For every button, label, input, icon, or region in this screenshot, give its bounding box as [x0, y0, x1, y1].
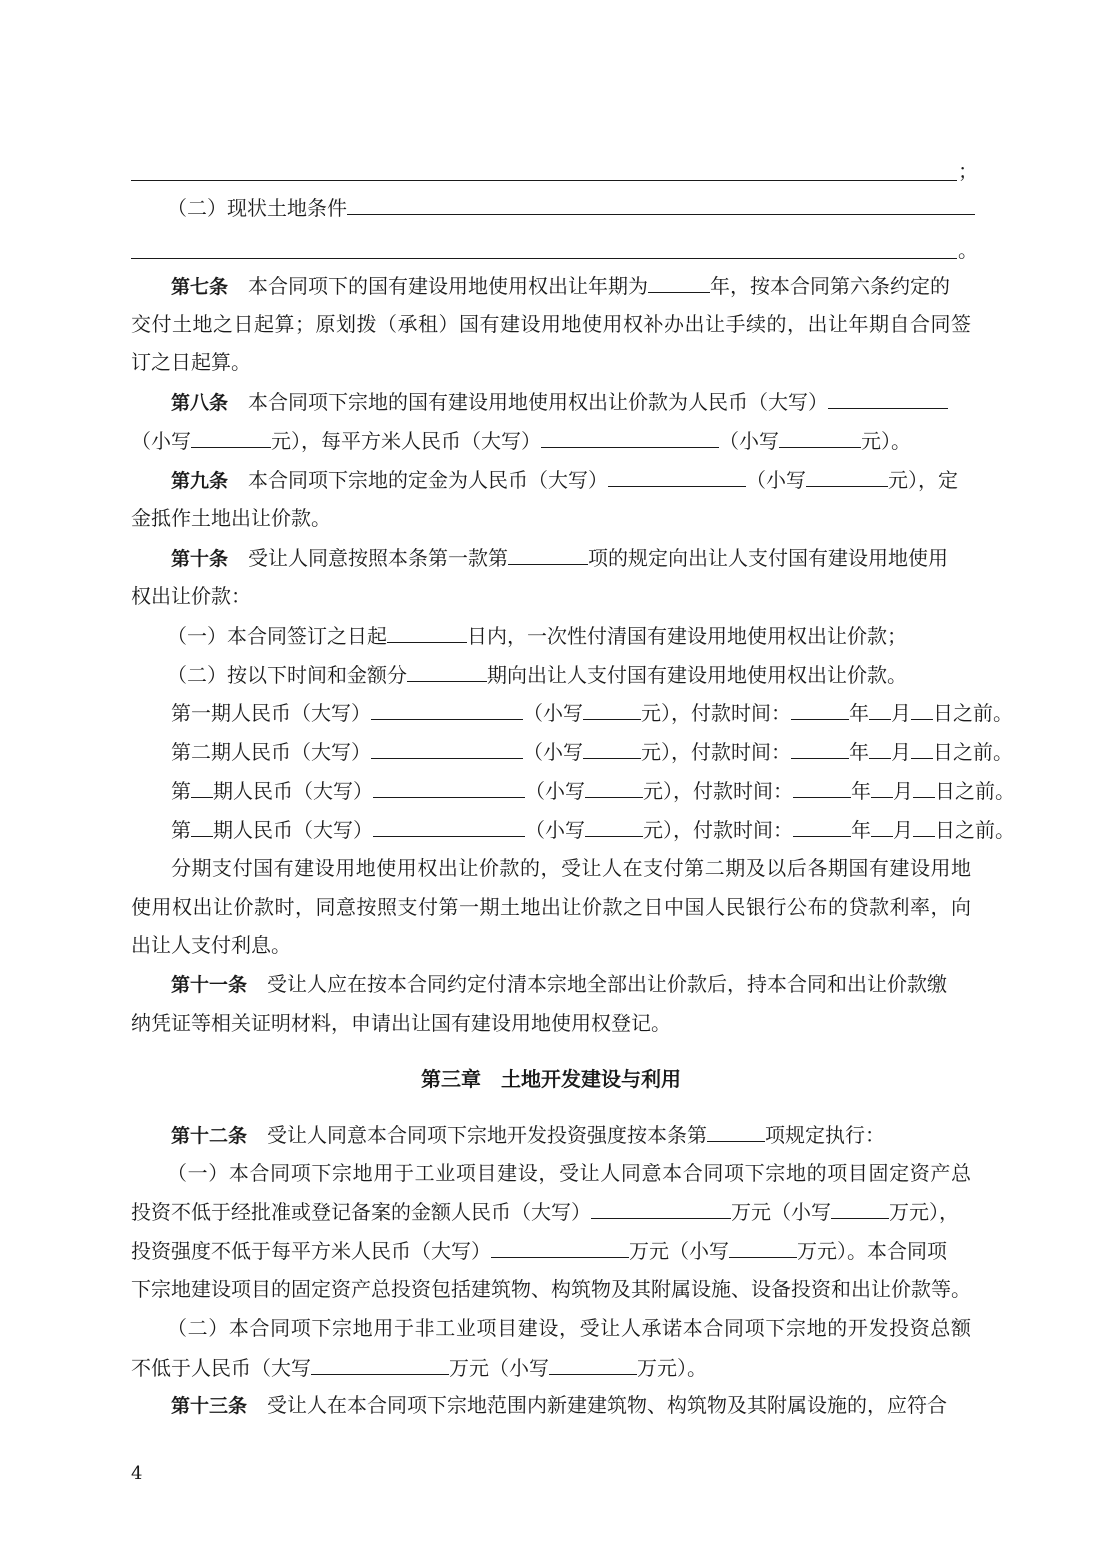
text: （一）本合同签订之日起 — [167, 624, 387, 648]
text: （二）按以下时间和金额分 — [167, 663, 407, 687]
article-8-line-2 — [131, 421, 971, 460]
blank-field — [648, 266, 710, 293]
article-9-line-2: 金抵作土地出让价款。 — [131, 506, 331, 530]
text: 本合同项下宗地的国有建设用地使用权出让价款为人民币（大写） — [248, 390, 829, 414]
text: 期人民币（大写） — [213, 818, 373, 842]
blank-field — [373, 810, 525, 837]
blank-field — [911, 693, 933, 720]
text: 万元）。 — [637, 1356, 707, 1380]
interest-line-1: 分期支付国有建设用地使用权出让价款的，受让人在支付第二期及以后各期国有建设用地 — [171, 856, 971, 880]
blank-field — [869, 693, 891, 720]
blank-field — [407, 655, 487, 682]
article-10-line-1 — [131, 538, 971, 577]
blank-field — [707, 1115, 765, 1142]
text: （小写 — [525, 818, 585, 842]
article-13-line-1 — [131, 1386, 971, 1425]
blank-field — [371, 732, 523, 759]
installment-1 — [131, 693, 1013, 732]
blank-field — [913, 810, 935, 837]
text: 受让人应在按本合同约定付清本宗地全部出让价款后，持本合同和出让价款缴 — [267, 972, 948, 996]
text: 万元）。本合同项 — [797, 1239, 947, 1263]
text: 投资强度不低于每平方米人民币（大写） — [131, 1239, 491, 1263]
article-label: 第十一条 — [171, 974, 248, 996]
blank-field — [911, 732, 933, 759]
text: 元），付款时间： — [641, 701, 791, 725]
blank-field — [793, 771, 851, 798]
article-10-item-1 — [131, 616, 971, 655]
blank-field — [373, 771, 525, 798]
text: 受让人同意按照本条第一款第 — [248, 546, 509, 570]
text: 本合同项下宗地的定金为人民币（大写） — [248, 468, 609, 492]
text: 月 — [891, 740, 911, 764]
text: （小写 — [131, 429, 191, 453]
text: 元）。 — [861, 429, 911, 453]
text: 月 — [893, 818, 913, 842]
blank-field — [191, 421, 271, 448]
blank-field — [583, 732, 641, 759]
blank-field — [347, 188, 975, 215]
text: 受让人在本合同项下宗地范围内新建建筑物、构筑物及其附属设施的，应符合 — [267, 1393, 948, 1417]
page-number: 4 — [131, 1463, 143, 1484]
blank-rule — [131, 180, 957, 181]
article-11-line-1 — [131, 965, 971, 1004]
text: 项的规定向出让人支付国有建设用地使用 — [588, 546, 949, 570]
text: （二）现状土地条件 — [167, 196, 347, 220]
blank-field — [311, 1348, 449, 1375]
blank-field — [871, 771, 893, 798]
blank-field — [491, 1231, 629, 1258]
text: 第一期人民币（大写） — [171, 701, 371, 725]
article-label: 第八条 — [171, 392, 229, 414]
article-12-item-1-line-4: 下宗地建设项目的固定资产总投资包括建筑物、构筑物及其附属设施、设备投资和出让价款等。 — [131, 1277, 971, 1301]
text: 日之前。 — [935, 818, 1015, 842]
text: 期向出让人支付国有建设用地使用权出让价款。 — [487, 663, 907, 687]
text: 月 — [893, 779, 913, 803]
article-label: 第十二条 — [171, 1125, 248, 1147]
blank-field — [791, 693, 849, 720]
punctuation: ； — [958, 159, 978, 183]
text: 第二期人民币（大写） — [171, 740, 371, 764]
blank-field — [793, 810, 851, 837]
installment-n — [131, 810, 1015, 849]
text: 年，按本合同第六条约定的 — [710, 274, 951, 298]
blank-field — [729, 1231, 797, 1258]
installment-n — [131, 771, 1015, 810]
article-7-line-2: 交付土地之日起算；原划拨（承租）国有建设用地使用权补办出让手续的，出让年期自合同签 — [131, 312, 971, 336]
text: 年 — [849, 701, 869, 725]
text: 第 — [171, 818, 191, 842]
text: 投资不低于经批准或登记备案的金额人民币（大写） — [131, 1200, 591, 1224]
article-label: 第十条 — [171, 548, 229, 570]
article-9-line-1 — [131, 460, 971, 499]
text: （小写 — [746, 468, 807, 492]
punctuation: 。 — [958, 238, 978, 262]
text: （小写 — [525, 779, 585, 803]
article-label: 第九条 — [171, 470, 229, 492]
text: 元），定 — [888, 468, 959, 492]
text: 不低于人民币（大写 — [131, 1356, 311, 1380]
text: （小写 — [719, 429, 779, 453]
blank-field — [371, 693, 523, 720]
text: 日内，一次性付清国有建设用地使用权出让价款； — [467, 624, 907, 648]
blank-field — [191, 771, 213, 798]
blank-field — [828, 382, 948, 409]
blank-field — [585, 771, 643, 798]
blank-field — [585, 810, 643, 837]
blank-field — [591, 1192, 731, 1219]
article-8-line-1 — [131, 382, 971, 421]
text: 年 — [849, 740, 869, 764]
text: 元），付款时间： — [643, 818, 793, 842]
text: 日之前。 — [935, 779, 1015, 803]
text: 年 — [851, 818, 871, 842]
text: 本合同项下的国有建设用地使用权出让年期为 — [248, 274, 649, 298]
interest-line-3: 出让人支付利息。 — [131, 933, 291, 957]
interest-line-2: 使用权出让价款时，同意按照支付第一期土地出让价款之日中国人民银行公布的贷款利率，向 — [131, 895, 971, 919]
blank-field — [583, 693, 641, 720]
article-12-item-1-line-2 — [131, 1192, 971, 1231]
text: 万元（小写 — [731, 1200, 831, 1224]
article-12-item-1-line-1: （一）本合同项下宗地用于工业项目建设，受让人同意本合同项下宗地的项目固定资产总 — [167, 1161, 971, 1185]
article-7-line-3: 订之日起算。 — [131, 350, 251, 374]
article-12-line-1 — [131, 1115, 971, 1154]
text: 万元（小写 — [449, 1356, 549, 1380]
blank-field — [791, 732, 849, 759]
text: 年 — [851, 779, 871, 803]
text: （小写 — [523, 740, 583, 764]
text: 期人民币（大写） — [213, 779, 373, 803]
article-12-item-2-line-1: （二）本合同项下宗地用于非工业项目建设，受让人承诺本合同项下宗地的开发投资总额 — [167, 1316, 971, 1340]
text: 万元）， — [889, 1200, 959, 1224]
text: 元），每平方米人民币（大写） — [271, 429, 541, 453]
current-land-condition-line — [131, 188, 971, 227]
text: （小写 — [523, 701, 583, 725]
blank-field — [869, 732, 891, 759]
blank-field — [871, 810, 893, 837]
blank-field — [549, 1348, 637, 1375]
blank-field — [913, 771, 935, 798]
text: 元），付款时间： — [643, 779, 793, 803]
article-12-item-2-line-2 — [131, 1348, 971, 1387]
article-11-line-2: 纳凭证等相关证明材料，申请出让国有建设用地使用权登记。 — [131, 1011, 671, 1035]
text: 第 — [171, 779, 191, 803]
text: 项规定执行： — [765, 1123, 886, 1147]
blank-field — [508, 538, 588, 565]
chapter-heading: 第三章 土地开发建设与利用 — [421, 1067, 681, 1091]
article-label: 第七条 — [171, 276, 229, 298]
blank-field — [779, 421, 861, 448]
article-label: 第十三条 — [171, 1395, 248, 1417]
text: 日之前。 — [933, 701, 1013, 725]
blank-field — [806, 460, 888, 487]
blank-field — [608, 460, 746, 487]
article-7-line-1 — [131, 266, 971, 305]
text: 元），付款时间： — [641, 740, 791, 764]
blank-field — [541, 421, 719, 448]
text: 万元（小写 — [629, 1239, 729, 1263]
blank-rule — [131, 258, 957, 259]
article-10-line-2: 权出让价款： — [131, 584, 251, 608]
article-12-item-1-line-3 — [131, 1231, 971, 1270]
article-10-item-2 — [131, 655, 971, 694]
blank-field — [191, 810, 213, 837]
blank-field — [387, 616, 467, 643]
installment-2 — [131, 732, 1013, 771]
text: 受让人同意本合同项下宗地开发投资强度按本条第 — [267, 1123, 708, 1147]
text: 月 — [891, 701, 911, 725]
text: 日之前。 — [933, 740, 1013, 764]
blank-field — [831, 1192, 889, 1219]
